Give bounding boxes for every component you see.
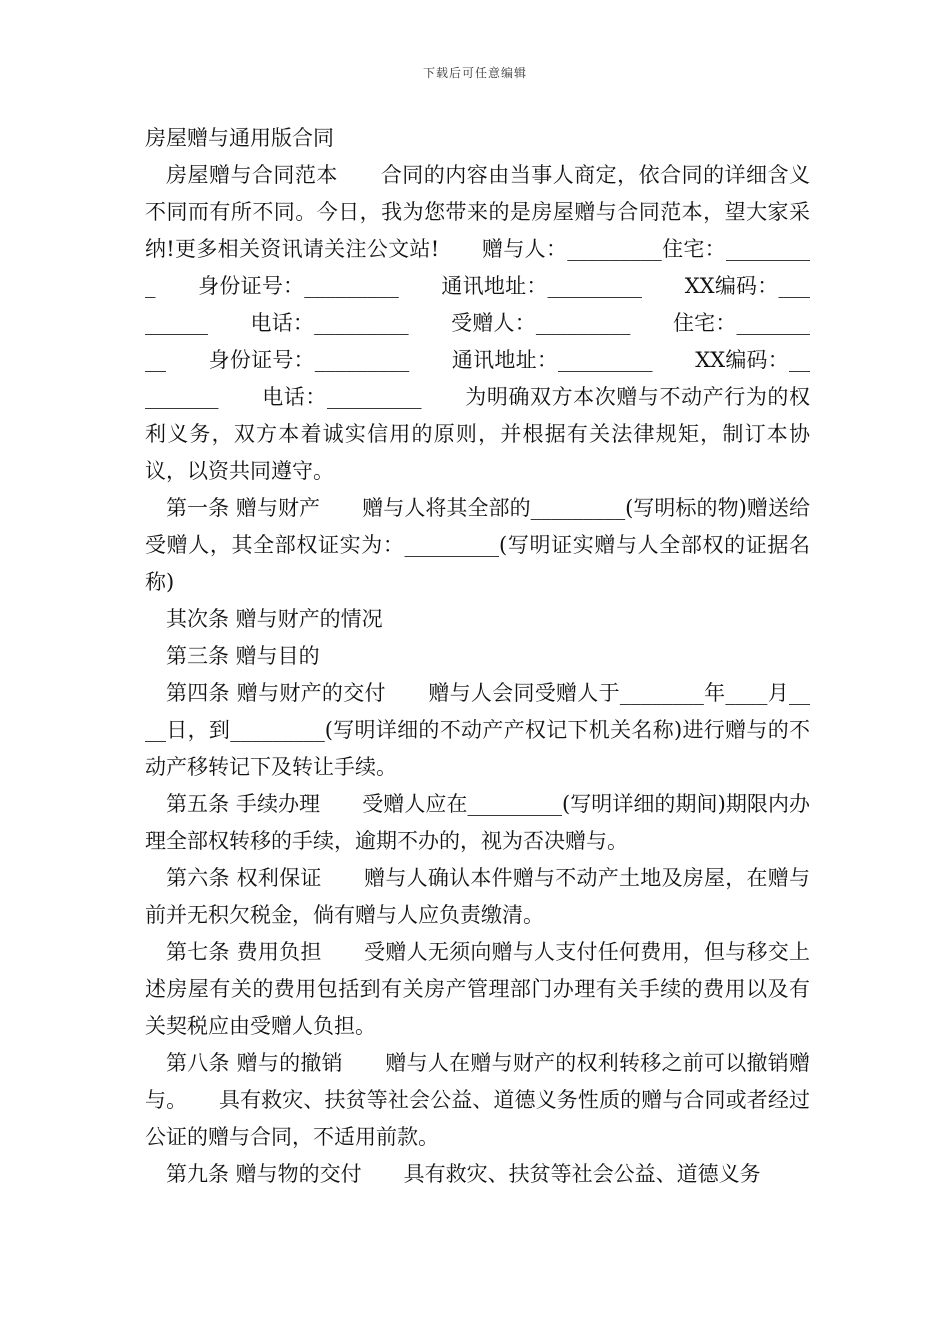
intro-paragraph: 房屋赠与合同范本 合同的内容由当事人商定，依合同的详细含义不同而有所不同。今日，我为您带来的是房屋赠与合同范本，望大家采纳!更多相关资讯请关注公文站! 赠与人：_________住宅：_________ 身份证号：_________ 通讯地址：_________ XX编码：_________ 电话：_________ 受赠人：_________ 住宅：_________ 身份证号：_________ 通讯地址：_________ XX编码：_________ 电话：_________ 为明确双方本次赠与不动产行为的权利义务，双方本着诚实信用的原则，并根据有关法律规矩，制订本协议，以资共同遵守。	[145, 163, 810, 483]
article-4: 第四条 赠与财产的交付 赠与人会同受赠人于________年____月____日，到_________(写明详细的不动产产权记下机关名称)进行赠与的不动产移转记下及转让手续。	[145, 681, 810, 779]
article-8: 第八条 赠与的撤销 赠与人在赠与财产的权利转移之前可以撤销赠与。 具有救灾、扶贫等社会公益、道德义务性质的赠与合同或者经过公证的赠与合同，不适用前款。	[145, 1051, 810, 1149]
document-body	[145, 120, 810, 1193]
article-6: 第六条 权利保证 赠与人确认本件赠与不动产土地及房屋，在赠与前并无积欠税金，倘有赠与人应负责缴清。	[145, 866, 810, 927]
document-title: 房屋赠与通用版合同	[145, 126, 334, 150]
article-3: 第三条 赠与目的	[166, 644, 320, 668]
article-9: 第九条 赠与物的交付 具有救灾、扶贫等社会公益、道德义务	[166, 1162, 761, 1186]
article-7: 第七条 费用负担 受赠人无须向赠与人支付任何费用，但与移交上述房屋有关的费用包括到有关房产管理部门办理有关手续的费用以及有关契税应由受赠人负担。	[145, 940, 810, 1038]
article-2: 其次条 赠与财产的情况	[166, 607, 383, 631]
article-1: 第一条 赠与财产 赠与人将其全部的_________(写明标的物)赠送给受赠人，其全部权证实为：_________(写明证实赠与人全部权的证据名称)	[145, 496, 810, 594]
article-5: 第五条 手续办理 受赠人应在_________(写明详细的期间)期限内办理全部权转移的手续，逾期不办的，视为否决赠与。	[145, 792, 810, 853]
page-header: 下载后可任意编辑	[422, 66, 527, 80]
